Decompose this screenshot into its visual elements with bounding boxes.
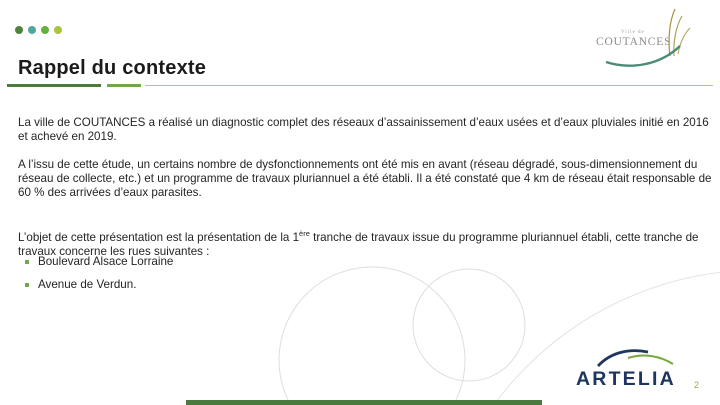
- artelia-swoosh-navy-icon: [598, 351, 648, 366]
- artelia-wordmark: ARTELIA: [576, 368, 676, 390]
- title-underline-segment: [145, 85, 713, 86]
- coutances-spire-icon: [669, 9, 690, 56]
- title-underline-segment: [107, 84, 141, 87]
- list-item: [25, 278, 173, 292]
- header-accent-dots: [15, 26, 62, 34]
- square-bullet-icon: [25, 260, 29, 264]
- paragraph-diagnostic: La ville de COUTANCES a réalisé un diagnostic complet des réseaux d’assainissement d’eaux usées et d’eaux pluviales initié en 2016 et achevé en 2019.: [18, 115, 709, 143]
- accent-dot: [41, 26, 49, 34]
- street-list: [25, 255, 173, 301]
- paragraph-objet-text: tranche de travaux issue du programme pluriannuel établi, cette tranche de travaux concerne les rues suivantes :: [18, 230, 699, 258]
- footer-accent-bar: [186, 400, 542, 405]
- accent-dot: [54, 26, 62, 34]
- street-name: Avenue de Verdun.: [38, 278, 137, 291]
- accent-dot: [15, 26, 23, 34]
- list-item: [25, 255, 173, 269]
- title-underline-segment: [7, 84, 101, 87]
- paragraph-etude: A l’issu de cette étude, un certains nombre de dysfonctionnements ont été mis en avant (réseau dégradé, sous-dimensionnement du réseau de collecte, etc.) et un programme de travaux pluriannuel a été établi. Il a été constaté que 4 km de réseau était responsable de 60 % des arrivées d’eaux parasites.: [18, 157, 712, 199]
- coutances-logo: [592, 6, 702, 68]
- street-name: Boulevard Alsace Lorraine: [38, 255, 174, 268]
- coutances-logo-line2: COUTANCES: [596, 36, 672, 48]
- slide-title: Rappel du contexte: [18, 57, 207, 80]
- coutances-logo-line1: Ville de: [621, 30, 645, 35]
- page-number: 2: [694, 380, 700, 390]
- square-bullet-icon: [25, 283, 29, 287]
- artelia-logo: [576, 344, 694, 390]
- paragraph-objet-text: L’objet de cette présentation est la présentation de la 1: [18, 230, 300, 244]
- artelia-swoosh-green-icon: [628, 356, 673, 364]
- accent-dot: [28, 26, 36, 34]
- ordinal-superscript: ère: [299, 228, 310, 238]
